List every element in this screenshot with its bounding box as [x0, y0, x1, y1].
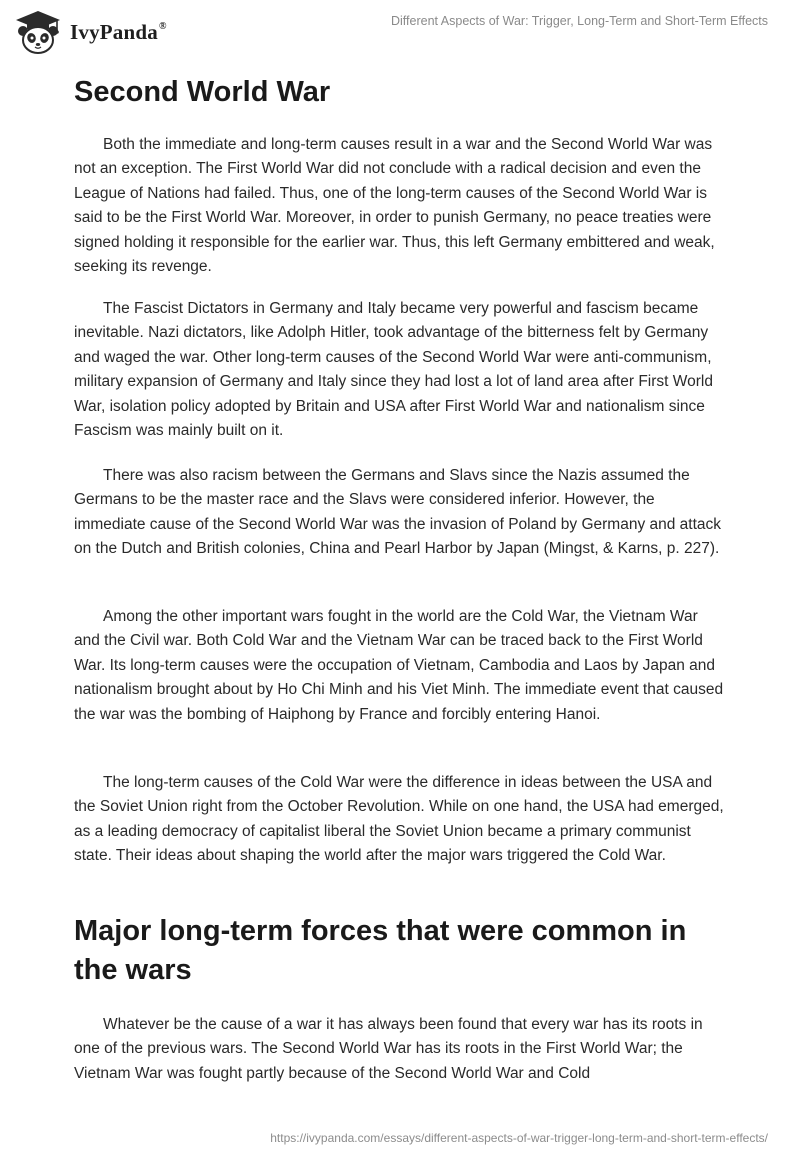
panda-graduate-icon [14, 9, 62, 55]
paragraph: Both the immediate and long-term causes result in a war and the Second World War was not an exception. The First World War did not conclude with a radical decision and even the League of Nations had failed. Thus, one of the long-term causes of the Second World War is said to be the First World War. Moreover, in order to punish Germany, no peace treaties were signed holding it responsible for the earlier war. Thus, this left Germany embittered and weak, seeking its revenge. [74, 136, 715, 276]
page-header [0, 0, 800, 64]
document-title: Different Aspects of War: Trigger, Long-Term and Short-Term Effects [390, 14, 768, 28]
section-heading: Second World War [74, 76, 331, 108]
paragraph: Among the other important wars fought in the world are the Cold War, the Vietnam War and the Civil war. Both Cold War and the Vietnam War can be traced back to the First World War. Its long-term causes were the occupation of Vietnam, Cambodia and Laos by Japan and nationalism brought about by Ho Chi Minh and his Viet Minh. The immediate event that caused the war was the bombing of Haiphong by France and forcibly entering Hanoi. [74, 608, 724, 723]
paragraph: The long-term causes of the Cold War were the difference in ideas between the USA and the Soviet Union right from the October Revolution. While on one hand, the USA had emerged, as a leading democracy of capitalist liberal the Soviet Union became a primary communist state. Their ideas about shaping the world after the major wars triggered the Cold War. [74, 774, 724, 865]
section-heading: Major long-term forces that were common in the wars [74, 915, 687, 986]
paragraph: The Fascist Dictators in Germany and Italy became very powerful and fascism became inevitable. Nazi dictators, like Adolph Hitler, took advantage of the bitterness felt by Germany and waged the war. Other long-term causes of the Second World War were anti-communism, military expansion of Germany and Italy since they had lost a lot of land area after First World War, isolation policy adopted by Britain and USA after First World War and nationalism since Fascism was mainly built on it. [74, 300, 713, 440]
paragraph: There was also racism between the Germans and Slavs since the Nazis assumed the Germans to be the master race and the Slavs were considered inferior. However, the immediate cause of the Second World War was the invasion of Poland by Germany and attack on the Dutch and British colonies, China and Pearl Harbor by Japan (Mingst, & Karns, p. 227). [74, 467, 722, 558]
source-url[interactable]: https://ivypanda.com/essays/different-aspects-of-war-trigger-long-term-and-short-term-effects/ [270, 1131, 768, 1145]
paragraph: Whatever be the cause of a war it has always been found that every war has its roots in one of the previous wars. The Second World War has its roots in the First World War; the Vietnam War was fought partly because of the Second World War and Cold [74, 1016, 703, 1082]
brand-logo[interactable] [14, 8, 167, 56]
brand-name: IvyPanda® [70, 19, 167, 44]
